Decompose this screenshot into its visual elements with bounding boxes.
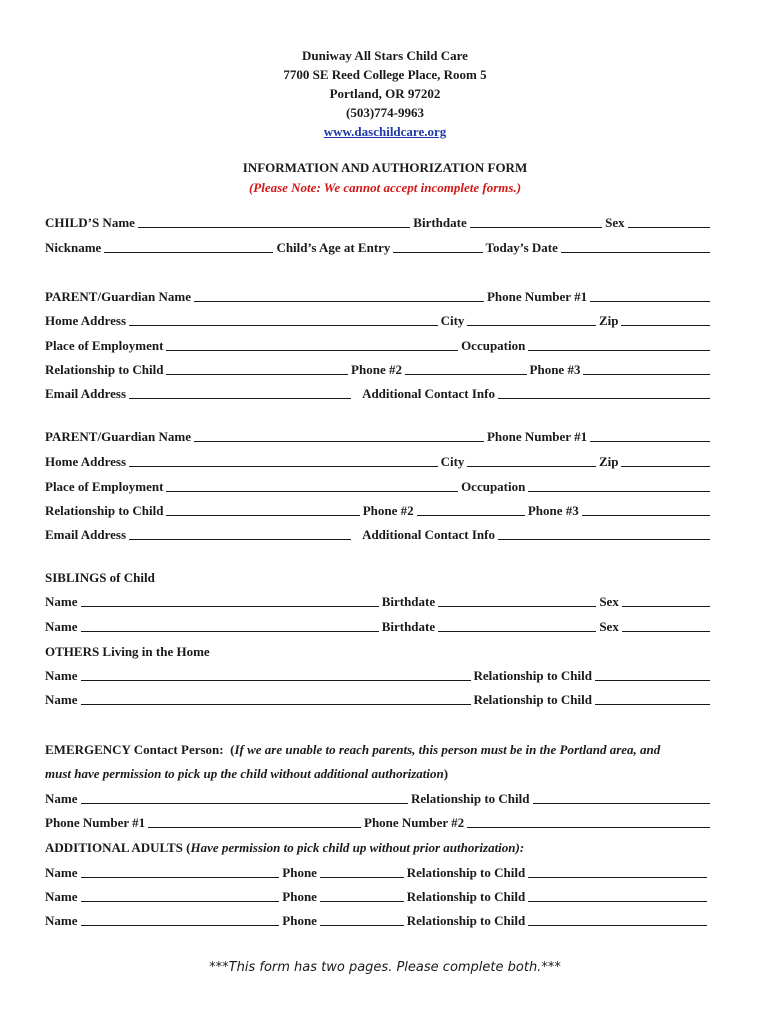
adult2-phone-label: Phone [282,889,317,904]
parent2-city-field[interactable] [467,466,596,467]
sibling1-birthdate-label: Birthdate [381,594,436,609]
child-birthdate-field[interactable] [470,227,602,228]
parent1-additional-label: Additional Contact Info [362,386,495,401]
parent2-occupation-field[interactable] [528,491,710,492]
sibling1-sex-field[interactable] [622,606,710,607]
parent1-phone2-label: Phone #2 [351,362,402,377]
two-pages-footer: ***This form has two pages. Please complete both.*** [209,960,561,975]
parent2-row-5 [45,527,710,543]
other2-relationship-label: Relationship to Child [473,692,592,707]
emergency-note-line-2: must have permission to pick up the child without additional authorization [45,766,444,781]
adult2-name-field[interactable] [81,901,280,902]
parent2-address-label: Home Address [45,454,127,469]
parent1-name-label: PARENT/Guardian Name [45,289,192,304]
parent1-email-field[interactable] [129,398,351,399]
emergency-phone2-field[interactable] [467,827,710,828]
additional-adults-heading-line [45,840,524,856]
adult1-relationship-field[interactable] [528,877,707,878]
parent1-phone1-label: Phone Number #1 [486,289,588,304]
parent2-occupation-label: Occupation [461,479,526,494]
form-note: (Please Note: We cannot accept incomplete forms.) [248,180,522,195]
parent1-row-2 [45,313,710,329]
additional-adult-row-1 [45,865,710,881]
parent1-phone1-field[interactable] [590,301,710,302]
parent2-name-label: PARENT/Guardian Name [45,429,192,444]
sibling2-birthdate-label: Birthdate [381,619,436,634]
parent2-email-label: Email Address [45,527,127,542]
parent1-additional-field[interactable] [498,398,710,399]
child-name-label: CHILD’S Name [45,215,135,230]
sibling2-sex-field[interactable] [622,631,710,632]
parent2-row-4 [45,503,710,519]
parent2-phone3-field[interactable] [582,515,710,516]
org-name: Duniway All Stars Child Care [302,48,468,63]
adult1-relationship-label: Relationship to Child [406,865,526,880]
child-birthdate-label: Birthdate [413,215,467,230]
parent2-row-2 [45,454,710,470]
parent2-zip-label: Zip [598,454,619,469]
child-name-field[interactable] [138,227,410,228]
parent1-employment-field[interactable] [166,350,458,351]
parent2-additional-field[interactable] [498,539,710,540]
parent2-phone1-label: Phone Number #1 [486,429,588,444]
parent2-city-label: City [440,454,465,469]
adult2-phone-field[interactable] [320,901,404,902]
emergency-phone1-label: Phone Number #1 [45,815,146,830]
parent2-email-field[interactable] [129,539,351,540]
emergency-row-2 [45,815,710,831]
other1-name-field[interactable] [81,680,471,681]
other1-relationship-field[interactable] [595,680,710,681]
parent2-phone3-label: Phone #3 [527,503,579,518]
sibling1-sex-label: Sex [599,594,619,609]
emergency-phone1-field[interactable] [148,827,361,828]
sibling2-name-label: Name [45,619,78,634]
adult3-relationship-label: Relationship to Child [406,913,526,928]
adult2-name-label: Name [45,889,78,904]
parent2-name-field[interactable] [194,441,484,442]
sibling1-name-label: Name [45,594,78,609]
emergency-note-line [45,766,448,782]
additional-adult-row-2 [45,889,710,905]
other1-relationship-label: Relationship to Child [473,668,592,683]
emergency-note-open: ( [230,742,235,757]
parent1-phone2-field[interactable] [405,374,527,375]
parent1-address-field[interactable] [129,325,438,326]
org-phone: (503)774-9963 [346,105,424,120]
letterhead [0,46,770,141]
emergency-heading-line [45,742,660,758]
parent2-row-3 [45,479,710,495]
parent1-relationship-field[interactable] [166,374,348,375]
adult2-relationship-label: Relationship to Child [406,889,526,904]
other2-relationship-field[interactable] [595,704,710,705]
todays-date-field[interactable] [561,252,710,253]
parent2-address-field[interactable] [129,466,438,467]
parent1-email-label: Email Address [45,386,127,401]
other1-name-label: Name [45,668,78,683]
parent1-zip-label: Zip [598,313,619,328]
emergency-name-label: Name [45,791,78,806]
website-link[interactable]: www.daschildcare.org [323,124,447,139]
emergency-name-field[interactable] [81,803,409,804]
org-address-line-2: Portland, OR 97202 [329,86,441,101]
parent2-relationship-label: Relationship to Child [45,503,164,518]
child-sex-label: Sex [605,215,625,230]
additional-adult-row-3 [45,913,710,929]
parent1-relationship-label: Relationship to Child [45,362,164,377]
parent1-city-label: City [440,313,465,328]
others-row-2 [45,692,710,708]
parent1-employment-label: Place of Employment [45,338,164,353]
sibling-row-2 [45,619,710,635]
parent1-row-5 [45,386,710,402]
parent2-phone1-field[interactable] [590,441,710,442]
parent2-phone2-field[interactable] [417,515,525,516]
sibling2-birthdate-field[interactable] [438,631,596,632]
parent1-address-label: Home Address [45,313,127,328]
parent2-employment-field[interactable] [166,491,458,492]
adult3-name-label: Name [45,913,78,928]
parent1-row-4 [45,362,710,378]
age-at-entry-label: Child’s Age at Entry [276,240,391,255]
adult3-phone-field[interactable] [320,925,404,926]
additional-adults-heading: ADDITIONAL ADULTS ( [45,840,191,855]
age-at-entry-field[interactable] [393,252,482,253]
parent1-occupation-label: Occupation [461,338,526,353]
form-title: INFORMATION AND AUTHORIZATION FORM [242,160,528,175]
parent1-city-field[interactable] [467,325,596,326]
emergency-relationship-field[interactable] [533,803,711,804]
sibling-row-1 [45,594,710,610]
other2-name-label: Name [45,692,78,707]
nickname-field[interactable] [104,252,273,253]
sibling1-birthdate-field[interactable] [438,606,596,607]
child-row-1 [45,215,710,231]
adult1-name-field[interactable] [81,877,280,878]
others-row-1 [45,668,710,684]
sibling2-sex-label: Sex [599,619,619,634]
child-row-2 [45,240,710,256]
adult3-name-field[interactable] [81,925,280,926]
parent2-row-1 [45,429,710,445]
parent1-row-3 [45,338,710,354]
parent2-additional-label: Additional Contact Info [362,527,495,542]
parent1-name-field[interactable] [194,301,484,302]
adult1-name-label: Name [45,865,78,880]
parent2-phone2-label: Phone #2 [362,503,414,518]
others-heading: OTHERS Living in the Home [45,644,210,659]
parent2-zip-field[interactable] [621,466,710,467]
parent1-phone3-label: Phone #3 [529,362,581,377]
emergency-relationship-label: Relationship to Child [411,791,530,806]
sibling2-name-field[interactable] [81,631,379,632]
adult1-phone-field[interactable] [320,877,404,878]
parent2-relationship-field[interactable] [166,515,359,516]
adult3-phone-label: Phone [282,913,317,928]
nickname-label: Nickname [45,240,102,255]
siblings-heading: SIBLINGS of Child [45,570,155,585]
sibling1-name-field[interactable] [81,606,379,607]
adult3-relationship-field[interactable] [528,925,707,926]
parent2-employment-label: Place of Employment [45,479,164,494]
todays-date-label: Today’s Date [485,240,558,255]
adult1-phone-label: Phone [282,865,317,880]
emergency-phone2-label: Phone Number #2 [364,815,465,830]
child-sex-field[interactable] [628,227,710,228]
additional-adults-note: Have permission to pick child up without prior authorization): [190,840,525,855]
parent1-occupation-field[interactable] [528,350,710,351]
other2-name-field[interactable] [81,704,471,705]
emergency-note-close: ) [443,766,449,781]
emergency-note-line-1: If we are unable to reach parents, this person must be in the Portland area, and [234,742,661,757]
emergency-row-1 [45,791,710,807]
emergency-heading: EMERGENCY Contact Person: [45,742,224,757]
org-address-line-1: 7700 SE Reed College Place, Room 5 [283,67,487,82]
parent1-row-1 [45,289,710,305]
adult2-relationship-field[interactable] [528,901,707,902]
parent1-phone3-field[interactable] [583,374,710,375]
parent1-zip-field[interactable] [621,325,710,326]
